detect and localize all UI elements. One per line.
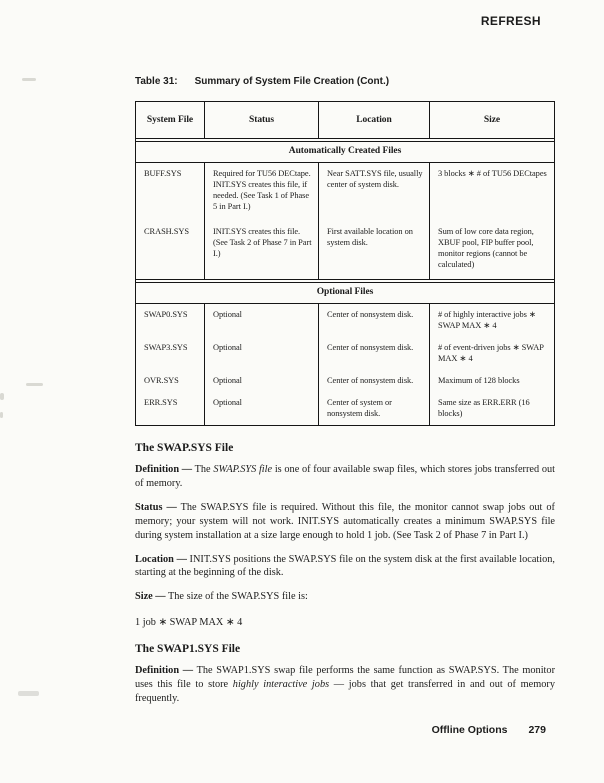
table-cell-file: CRASH.SYS: [136, 221, 205, 279]
table-cell-status: Optional: [205, 337, 319, 370]
table-cell-status: Optional: [205, 392, 319, 425]
table-cell-location: Center of nonsystem disk.: [319, 337, 430, 370]
size-formula: 1 job ∗ SWAP MAX ∗ 4: [135, 617, 243, 629]
scan-artifact: [0, 412, 3, 418]
body-text: [135, 442, 555, 706]
table-cell-location: First available location on system disk.: [319, 221, 430, 279]
table-cell-file: OVR.SYS: [136, 370, 205, 392]
emphasized-text: SWAP.SYS file: [213, 464, 273, 475]
column-header-size: Size: [483, 114, 501, 125]
table-caption-label: Table 31:: [135, 76, 178, 87]
table-cell-status: Required for TU56 DECtape. INIT.SYS creates this file, if needed. (See Task 1 of Phase 5 in Part I.): [205, 163, 319, 221]
paragraph-definition-swap1: Definition — The SWAP1.SYS swap file performs the same function as SWAP.SYS. The monitor uses this file to store highly interactive jobs — jobs that get transferred in and out of memory frequently.: [135, 665, 555, 705]
table-cell-size: Same size as ERR.ERR (16 blocks): [438, 398, 530, 418]
size-label: Size —: [135, 591, 166, 603]
system-file-table: [135, 101, 555, 426]
table-cell-file: ERR.SYS: [136, 392, 205, 425]
table-caption: [135, 76, 555, 87]
table-cell-file: SWAP0.SYS: [136, 304, 205, 337]
column-header-status: Status: [205, 102, 319, 138]
table-cell-size: # of highly interactive jobs ∗ SWAP MAX ∗ 4: [438, 310, 536, 330]
table-cell-status: Optional: [205, 370, 319, 392]
page-number: 279: [528, 724, 546, 736]
table-caption-title: Summary of System File Creation (Cont.): [194, 76, 390, 87]
table-cell-location: Center of nonsystem disk.: [319, 370, 430, 392]
table-cell-size: Sum of low core data region, XBUF pool, FIP buffer pool, monitor regions (cannot be calculated): [438, 227, 534, 269]
table-cell-size: # of event-driven jobs ∗ SWAP MAX ∗ 4: [438, 343, 544, 363]
emphasized-text: highly interactive jobs: [232, 679, 330, 691]
page-header-title: REFRESH: [480, 14, 541, 28]
table-cell-size: Maximum of 128 blocks: [438, 376, 520, 385]
definition-label: Definition —: [135, 665, 194, 677]
column-header-system-file: System File: [136, 102, 205, 138]
table-cell-file: SWAP3.SYS: [136, 337, 205, 370]
table-section-optional: [136, 304, 554, 425]
table-cell-location: Near SATT.SYS file, usually center of system disk.: [319, 163, 430, 221]
paragraph-size: Size — The size of the SWAP.SYS file is:: [135, 591, 308, 603]
table-section-automatic: [136, 163, 554, 279]
table-cell-location: Center of nonsystem disk.: [319, 304, 430, 337]
table-cell-status: Optional: [205, 304, 319, 337]
scan-artifact: [0, 393, 4, 400]
section-heading-swap1-sys: The SWAP1.SYS File: [135, 643, 241, 656]
scan-artifact: [26, 383, 43, 386]
column-header-location: Location: [319, 102, 430, 138]
scan-artifact: [22, 78, 36, 81]
section-banner-automatic: Automatically Created Files: [136, 142, 554, 163]
footer-section-title: Offline Options: [431, 724, 508, 736]
scan-artifact: [18, 691, 39, 696]
paragraph-definition: Definition — The SWAP.SYS file is one of four available swap files, which stores jobs transferred out of memory.: [135, 464, 555, 489]
section-banner-optional: Optional Files: [136, 279, 554, 304]
table-header-row: [136, 102, 554, 142]
paragraph-status: Status — The SWAP.SYS file is required. Without this file, the monitor cannot swap jobs out of memory; your system will not work. INIT.SYS automatically creates a minimum SWAP.SYS file during system installation at a size large enough to hold 1 job. (See Task 2 of Phase 7 in Part I.): [135, 501, 555, 541]
table-cell-size: 3 blocks ∗ # of TU56 DECtapes: [438, 169, 547, 178]
status-label: Status —: [135, 501, 177, 513]
paragraph-location: Location — INIT.SYS positions the SWAP.SYS file on the system disk at the first available location, starting at the beginning of the disk.: [135, 553, 555, 579]
definition-label: Definition —: [135, 464, 193, 475]
page-content: [135, 76, 555, 716]
page-footer: [432, 724, 546, 736]
table-cell-status: INIT.SYS creates this file. (See Task 2 of Phase 7 in Part I.): [205, 221, 319, 279]
section-heading-swap-sys: The SWAP.SYS File: [135, 442, 234, 454]
table-cell-file: BUFF.SYS: [136, 163, 205, 221]
table-cell-location: Center of system or nonsystem disk.: [319, 392, 430, 425]
location-label: Location —: [135, 553, 187, 565]
